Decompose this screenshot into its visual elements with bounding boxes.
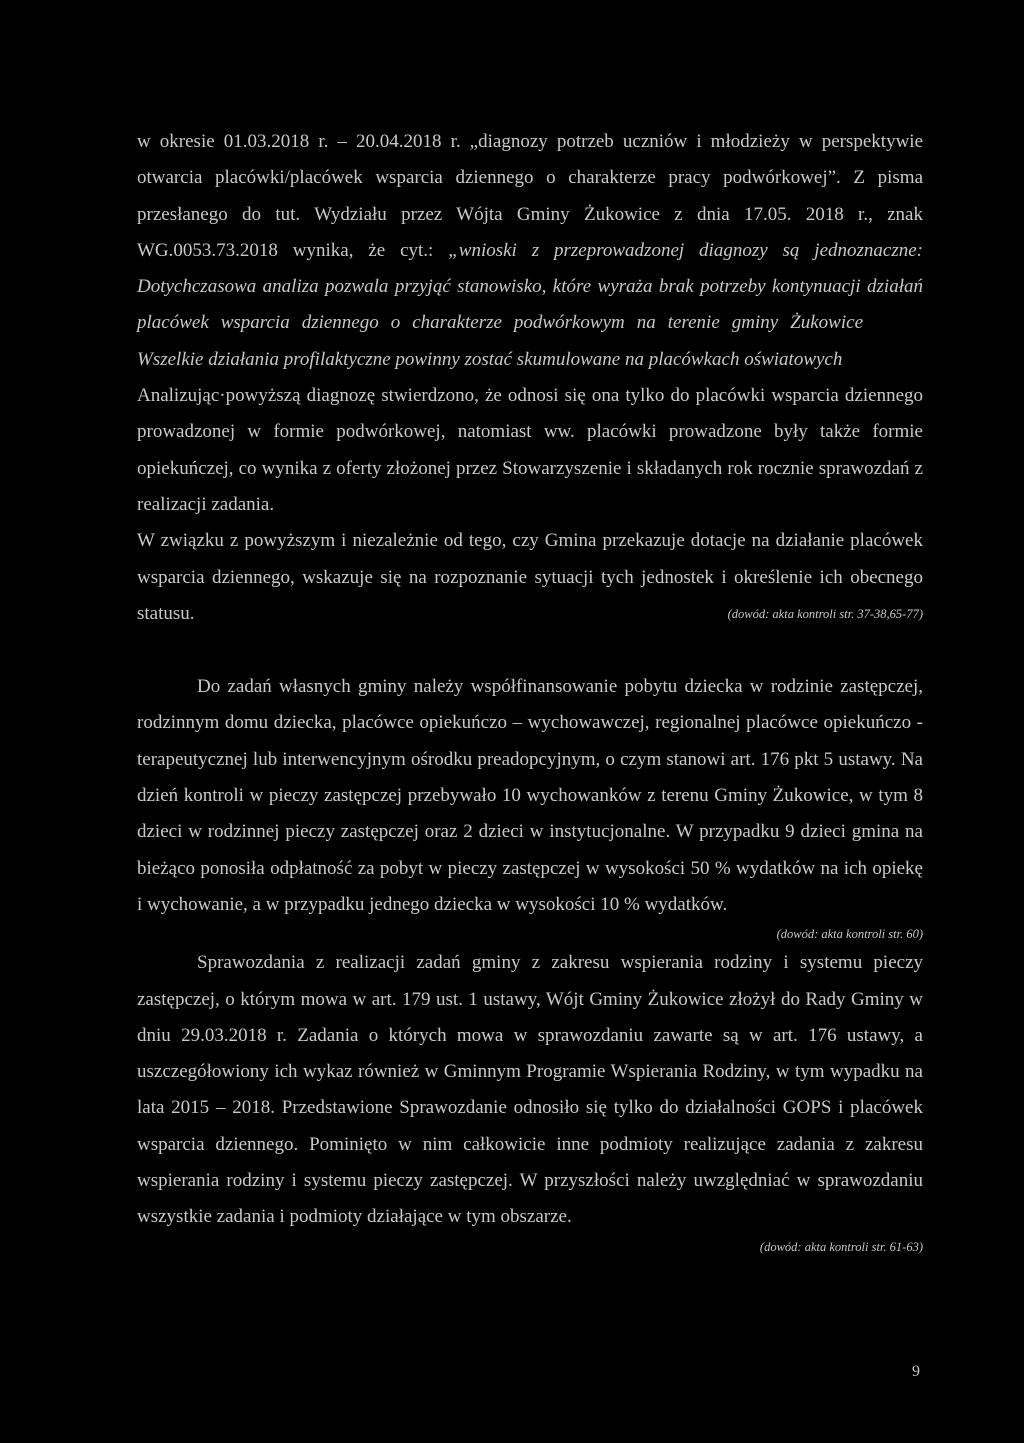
- evidence-reference-reports: (dowód: akta kontroli str. 61-63): [759, 1239, 923, 1254]
- page-number: 9: [912, 1363, 920, 1380]
- document-page: [137, 124, 923, 1258]
- evidence-reference-status: (dowód: akta kontroli str. 37-38,65-77): [727, 606, 923, 621]
- paragraph-diagnosis-text: w okresie 01.03.2018 r. – 20.04.2018 r. „diagnozy potrzeb uczniów i młodzieży w perspektywie otwarcia placówki/placówek wsparcia dziennego o charakterze pracy podwórkowej”. Z pisma przesłanego do tut. Wydziału przez Wójta Gminy Żukowice z dnia 17.05. 2018 r., znak WG.0053.73.2018 wynika, że cyt.:: [137, 131, 923, 261]
- paragraph-diagnosis: [137, 124, 923, 378]
- paragraph-reports: Sprawozdania z realizacji zadań gminy z zakresu wspierania rodziny i systemu pieczy zastępczej, o którym mowa w art. 179 ust. 1 ustawy, Wójt Gminy Żukowice złożył do Rady Gminy w dniu 29.03.2018 r. Zadania o których mowa w sprawozdaniu zawarte są w art. 176 ustawy, a uszczegółowiony ich wykaz również w Gminnym Programie Wspierania Rodziny, w tym wypadku na lata 2015 – 2018. Przedstawione Sprawozdanie odnosiło się tylko do działalności GOPS i placówek wsparcia dziennego. Pominięto w nim całkowicie inne podmioty realizujące zadania z zakresu wspierania rodziny i systemu pieczy zastępczej. W przyszłości należy uwzględniać w sprawozdaniu wszystkie zadania i podmioty działające w tym obszarze.: [137, 952, 923, 1228]
- paragraph-status-text: W związku z powyższym i niezależnie od tego, czy Gmina przekazuje dotacje na działanie placówek wsparcia dziennego, wskazuje się na rozpoznanie sytuacji tych jednostek i określenie ich obecnego statusu.: [137, 530, 923, 624]
- paragraph-status: [137, 523, 923, 632]
- paragraph-foster-care: Do zadań własnych gminy należy współfinansowanie pobytu dziecka w rodzinie zastępczej, rodzinnym domu dziecka, placówce opiekuńczo – wychowawczej, regionalnej placówce opiekuńczo - terapeutycznej lub interwencyjnym ośrodku preadopcyjnym, o czym stanowi art. 176 pkt 5 ustawy. Na dzień kontroli w pieczy zastępczej przebywało 10 wychowanków z terenu Gminy Żukowice, w tym 8 dzieci w rodzinnej pieczy zastępczej oraz 2 dzieci w instytucjonalne. W przypadku 9 dzieci gmina na bieżąco ponosiła odpłatność za pobyt w pieczy zastępczej w wysokości 50 % wydatków na ich opiekę i wychowanie, a w przypadku jednego dziecka w wysokości 10 % wydatków.: [137, 676, 923, 915]
- section-gap: [137, 632, 923, 669]
- paragraph-analysis: Analizując·powyższą diagnozę stwierdzono, że odnosi się ona tylko do placówki wsparcia dziennego prowadzonej w formie podwórkowej, natomiast ww. placówki prowadzone były także formie opiekuńczej, co wynika z oferty złożonej przez Stowarzyszenie i składanych rok rocznie sprawozdań z realizacji zadania.: [137, 385, 923, 515]
- evidence-reference-foster-care: (dowód: akta kontroli str. 60): [776, 927, 923, 942]
- diagnosis-quote-continued: Wszelkie działania profilaktyczne powinny zostać skumulowane na placówkach oświatowych: [137, 348, 843, 370]
- diagnosis-quote: „wnioski z przeprowadzonej diagnozy są jednoznaczne: Dotychczasowa analiza pozwala przyjąć stanowisko, które wyraża brak potrzeby kontynuacji działań placówek wsparcia dziennego o charakterze podwórkowym na terenie gminy Żukowice: [137, 239, 923, 334]
